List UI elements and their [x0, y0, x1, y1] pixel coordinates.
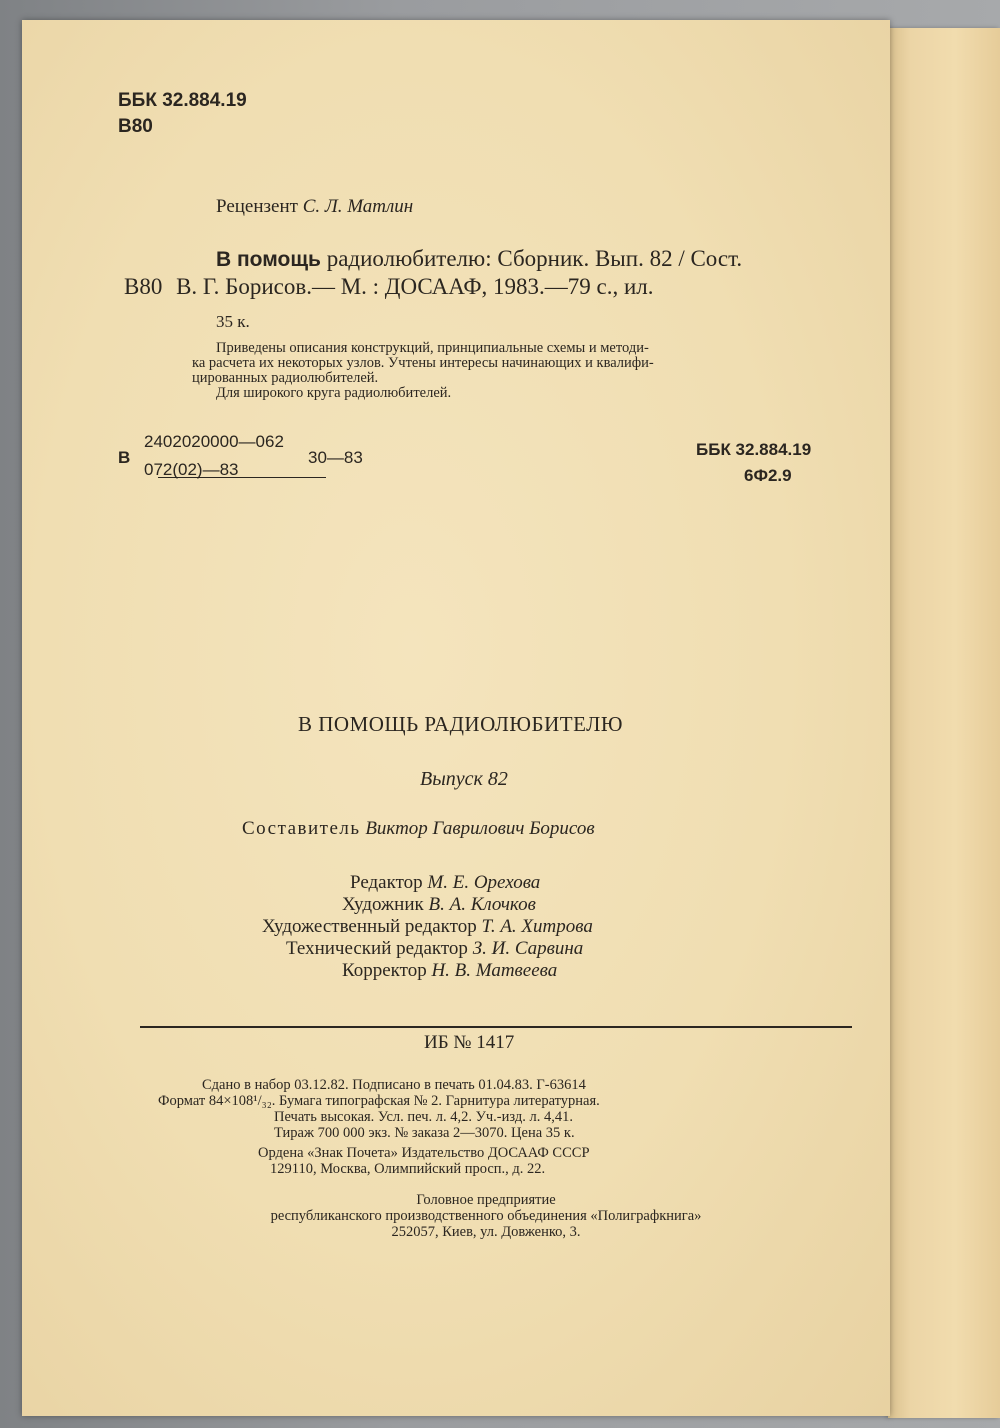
reviewer-name: С. Л. Матлин [302, 196, 414, 217]
index-bbk-2: 6Ф2.9 [744, 466, 792, 485]
credit-row [22, 960, 890, 982]
printer-block [176, 1192, 796, 1240]
catalog-price: 35 к. [216, 312, 250, 331]
imprint-line: Формат 84×108¹/₃₂. Бумага типографская № 2. Гарнитура литературная. [158, 1093, 600, 1109]
credit-name: Т. А. Хитрова [481, 916, 593, 937]
header-bbk: ББК 32.884.19 [118, 90, 247, 111]
imprint-details [158, 1077, 600, 1141]
printer-line: Головное предприятие [416, 1192, 556, 1208]
credit-row [22, 894, 890, 916]
publisher-block [258, 1145, 590, 1177]
credit-name: З. И. Сарвина [472, 938, 584, 959]
abstract-line: Приведены описания конструкций, принципиальные схемы и методи- [216, 340, 649, 356]
credit-role: Редактор [350, 872, 423, 893]
book-title: В ПОМОЩЬ РАДИОЛЮБИТЕЛЮ [298, 712, 623, 736]
index-letter: В [118, 448, 131, 467]
imprint-line: Тираж 700 000 экз. № заказа 2—3070. Цена 35 к. [274, 1125, 575, 1141]
reviewer-line [216, 196, 413, 218]
credit-row [22, 938, 890, 960]
credit-role: Технический редактор [286, 938, 468, 959]
adjacent-page [888, 28, 1000, 1418]
catalog-abstract [192, 340, 654, 401]
abstract-line: цированных радиолюбителей. [192, 370, 379, 386]
credit-name: В. А. Клочков [428, 894, 536, 915]
imprint-line: Печать высокая. Усл. печ. л. 4,2. Уч.-изд. л. 4,41. [274, 1109, 573, 1125]
catalog-code: В80 [124, 274, 163, 299]
credit-name: М. Е. Орехова [427, 872, 541, 893]
compiler-label: Составитель [242, 818, 361, 839]
catalog-line-1 [216, 246, 742, 272]
compiler-line [242, 818, 595, 840]
printer-line: 252057, Киев, ул. Довженко, 3. [391, 1224, 581, 1240]
index-suffix: 30—83 [308, 448, 363, 467]
publisher-line: Ордена «Знак Почета» Издательство ДОСААФ СССР [258, 1145, 590, 1161]
printer-line: республиканского производственного объединения «Полиграфкнига» [270, 1208, 702, 1224]
compiler-name: Виктор Гаврилович Борисов [365, 818, 595, 839]
credit-name: Н. В. Матвеева [431, 960, 558, 981]
credit-role: Художник [342, 894, 424, 915]
catalog-line-2 [124, 274, 654, 300]
header-code: В80 [118, 116, 153, 137]
index-denominator: 072(02)—83 [144, 460, 239, 479]
ib-number: ИБ № 1417 [424, 1032, 515, 1053]
credit-row [22, 872, 890, 894]
publisher-line: 129110, Москва, Олимпийский просп., д. 22. [270, 1161, 546, 1177]
divider-rule [140, 1026, 852, 1028]
credit-row [22, 916, 890, 938]
abstract-line: ка расчета их некоторых узлов. Учтены интересы начинающих и квалифи- [192, 355, 654, 371]
book-page [22, 20, 890, 1416]
reviewer-label: Рецензент [216, 196, 298, 217]
credit-role: Художественный редактор [262, 916, 477, 937]
credit-role: Корректор [342, 960, 427, 981]
catalog-line-2-text: В. Г. Борисов.— М. : ДОСААФ, 1983.—79 с., ил. [176, 274, 654, 299]
index-bbk: ББК 32.884.19 [696, 440, 812, 459]
catalog-line-1-rest: радиолюбителю: Сборник. Вып. 82 / Сост. [326, 246, 743, 271]
issue-number: Выпуск 82 [420, 768, 508, 790]
abstract-line: Для широкого круга радиолюбителей. [216, 385, 452, 401]
index-numerator: 2402020000—062 [144, 432, 284, 451]
catalog-title-bold: В помощь [216, 248, 321, 271]
credits-block [22, 872, 890, 982]
imprint-line: Сдано в набор 03.12.82. Подписано в печать 01.04.83. Г-63614 [202, 1077, 586, 1093]
